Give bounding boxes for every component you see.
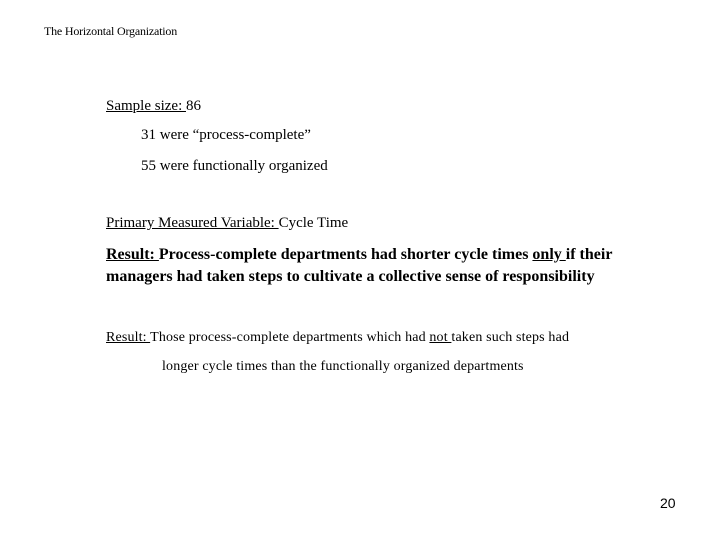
result-two-text-a: Those process-complete departments which had — [150, 330, 430, 345]
page-number: 20 — [660, 495, 676, 511]
result-one-line-2: managers had taken steps to cultivate a collective sense of responsibility — [106, 268, 595, 285]
result-two-text-b: taken such steps had — [451, 330, 570, 345]
result-one — [106, 244, 612, 288]
result-one-text-a: Process-complete departments had shorter cycle times — [158, 246, 533, 263]
variable-label: Primary Measured Variable: — [106, 215, 279, 231]
slide-header: The Horizontal Organization — [44, 24, 177, 38]
result-two-line-2: longer cycle times than the functionally organized departments — [162, 359, 524, 374]
sample-size-line — [106, 98, 201, 115]
result-one-label: Result: — [106, 246, 159, 263]
sample-size-value: 86 — [185, 98, 201, 114]
result-two-line-1 — [106, 330, 569, 346]
sample-item-functional: 55 were functionally organized — [141, 158, 328, 174]
result-one-text-b: if their — [565, 246, 613, 263]
result-two-emphasis: not — [429, 330, 452, 345]
result-one-line-1 — [106, 244, 612, 266]
variable-line — [106, 215, 348, 232]
result-one-emphasis: only — [532, 246, 566, 263]
sample-item-process-complete: 31 were “process-complete” — [141, 127, 311, 143]
variable-value: Cycle Time — [278, 215, 349, 231]
sample-size-label: Sample size: — [106, 98, 186, 114]
result-two-label: Result: — [106, 330, 151, 345]
